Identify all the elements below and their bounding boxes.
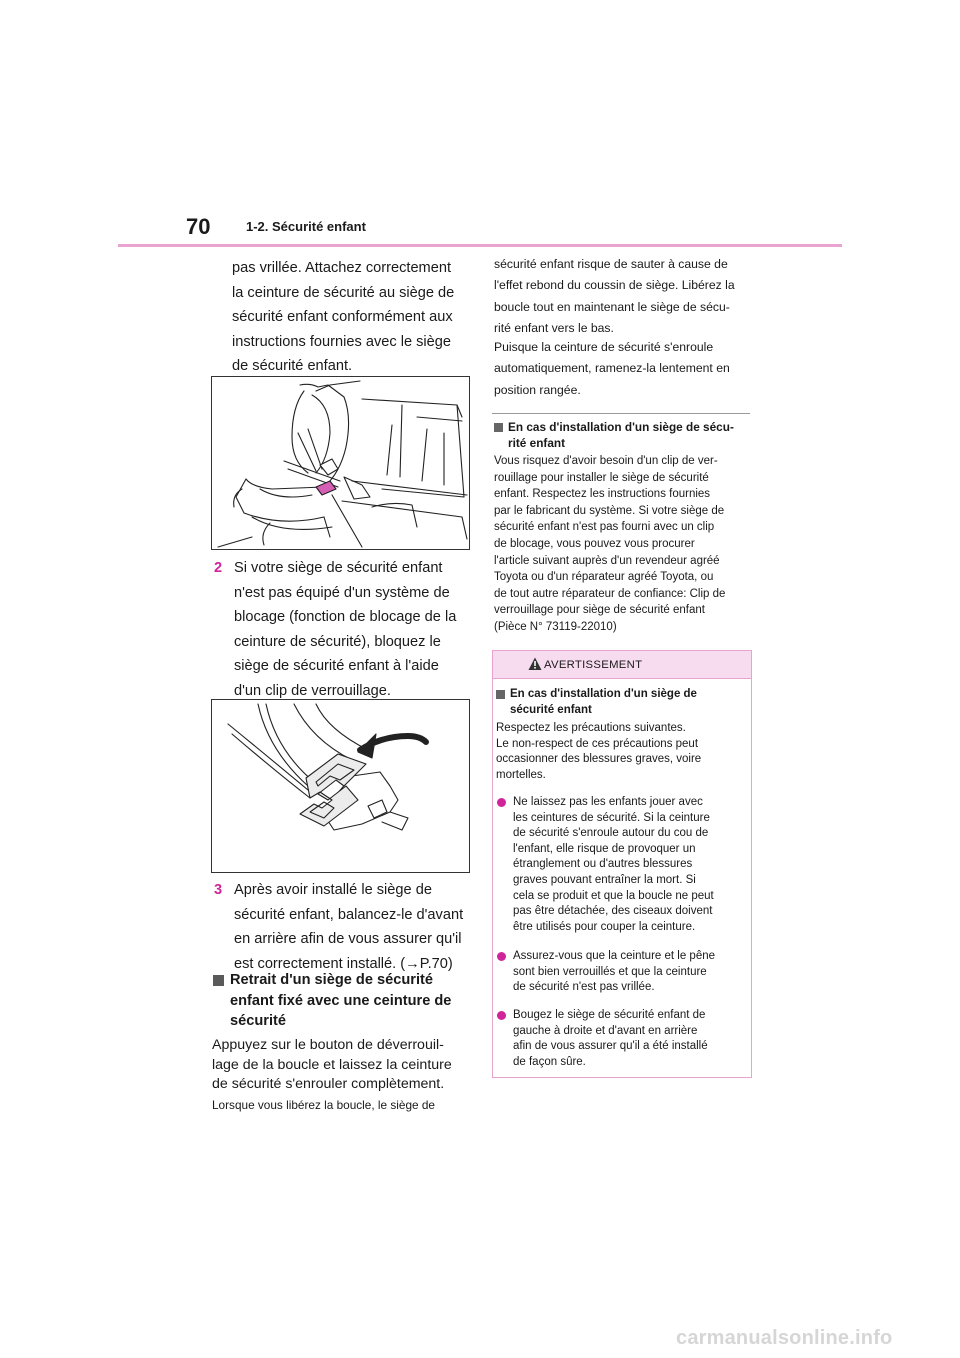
retract-paragraph bbox=[494, 337, 730, 401]
text-line: boucle tout en maintenant le siège de sécu- bbox=[494, 299, 730, 314]
warning-triangle-icon bbox=[528, 657, 542, 671]
text-line: sécurité enfant risque de sauter à cause de bbox=[494, 257, 728, 271]
text-line: de sécurité n'est pas vrillée. bbox=[513, 981, 655, 994]
text-line: de blocage, vous pouvez vous procurer bbox=[494, 537, 695, 550]
text-line: de sécurité enfant. bbox=[232, 358, 353, 374]
text-line: Puisque la ceinture de sécurité s'enroule bbox=[494, 340, 714, 354]
square-bullet-icon bbox=[494, 423, 503, 432]
watermark: carmanualsonline.info bbox=[676, 1327, 893, 1349]
text-line: rité enfant vers le bas. bbox=[494, 321, 614, 336]
square-bullet-icon bbox=[213, 975, 224, 986]
text-line: n'est pas équipé d'un système de bbox=[234, 584, 450, 601]
intro-paragraph bbox=[232, 256, 454, 379]
warning-box bbox=[492, 650, 752, 1078]
text-line: l'effet rebond du coussin de siège. Libérez la bbox=[494, 278, 735, 293]
warning-bullet-2 bbox=[496, 949, 715, 996]
page-number: 70 bbox=[186, 214, 211, 239]
clip-paragraph bbox=[494, 453, 750, 636]
section-separator bbox=[492, 413, 750, 414]
text-line: sécurité enfant n'est pas fourni avec un clip bbox=[494, 521, 715, 534]
text-line: la ceinture de sécurité au siège de bbox=[232, 284, 455, 301]
removal-paragraph bbox=[212, 1036, 452, 1095]
text-line: Ne laissez pas les enfants jouer avec bbox=[513, 796, 703, 808]
child-seat-illustration bbox=[211, 376, 470, 550]
text-line: sont bien verrouillés et que la ceinture bbox=[513, 965, 707, 978]
text-line: afin de vous assurer qu'il a été installé bbox=[513, 1040, 708, 1053]
header-rule bbox=[118, 244, 842, 247]
text-line: l'enfant, elle risque de provoquer un bbox=[513, 842, 696, 855]
round-bullet-icon bbox=[497, 952, 506, 961]
text-line: blocage (fonction de blocage de la bbox=[234, 609, 457, 625]
text-line: pas vrillée. Attachez correctement bbox=[232, 260, 452, 276]
heading-line: En cas d'installation d'un siège de bbox=[510, 688, 697, 700]
text-line: rouillage pour installer le siège de sécurité bbox=[494, 471, 709, 484]
text-line: lage de la boucle et laissez la ceinture bbox=[212, 1056, 452, 1073]
text-line: être utilisés pour couper la ceinture. bbox=[513, 920, 696, 933]
text-line: cela se produit et que la boucle ne peut bbox=[513, 889, 714, 902]
heading-line: enfant fixé avec une ceinture de bbox=[230, 992, 452, 1009]
round-bullet-icon bbox=[497, 798, 506, 807]
text-line: siège de sécurité enfant à l'aide bbox=[234, 658, 439, 674]
text-line: Si votre siège de sécurité enfant bbox=[234, 560, 443, 576]
text-line: gauche à droite et d'avant en arrière bbox=[513, 1024, 698, 1037]
text-line: de sécurité s'enroule autour du cou de bbox=[513, 827, 709, 840]
text-line: Appuyez sur le bouton de déverrouil- bbox=[212, 1037, 444, 1053]
text-line: Respectez les précautions suivantes. bbox=[496, 722, 686, 734]
text-line: Bougez le siège de sécurité enfant de bbox=[513, 1009, 706, 1021]
text-line: les ceintures de sécurité. Si la ceinture bbox=[513, 811, 710, 824]
text-line: de tout autre réparateur de confiance: Clip de bbox=[494, 587, 726, 600]
text-line: l'article suivant auprès d'un revendeur agréé bbox=[494, 554, 720, 567]
step-2 bbox=[214, 556, 456, 703]
step-number: 3 bbox=[214, 882, 223, 898]
text-line: sécurité enfant conformément aux bbox=[232, 309, 453, 325]
warning-heading bbox=[496, 687, 697, 718]
warning-header bbox=[493, 651, 751, 679]
continuation-paragraph bbox=[494, 254, 735, 340]
text-line: par le fabricant du système. Si votre siège de bbox=[494, 504, 725, 517]
step-3 bbox=[214, 878, 463, 976]
text-line: position rangée. bbox=[494, 382, 581, 397]
text-line: Toyota ou d'un réparateur agréé Toyota, ou bbox=[494, 571, 714, 584]
text-line: enfant. Respectez les instructions fournies bbox=[494, 488, 711, 501]
child-seat-drawing bbox=[212, 377, 469, 549]
text-line: Le non-respect de ces précautions peut bbox=[496, 737, 699, 750]
text-line: ceinture de sécurité), bloquez le bbox=[234, 633, 441, 650]
text-line: verrouillage pour siège de sécurité enfant bbox=[494, 604, 705, 617]
heading-line: sécurité enfant bbox=[510, 703, 592, 716]
text-line: Après avoir installé le siège de bbox=[234, 882, 432, 898]
text-line: sécurité enfant, balancez-le d'avant bbox=[234, 906, 464, 923]
text-line: (Pièce N° 73119-22010) bbox=[494, 620, 617, 633]
text-line: instructions fournies avec le siège bbox=[232, 333, 452, 350]
text-line: Assurez-vous que la ceinture et le pêne bbox=[513, 950, 716, 962]
text-line: étranglement ou d'autres blessures bbox=[513, 858, 693, 871]
warning-bullet-1 bbox=[496, 795, 714, 935]
heading-line: sécurité bbox=[230, 1013, 286, 1029]
clip-heading bbox=[494, 420, 734, 451]
removal-heading bbox=[212, 970, 451, 1032]
step-number: 2 bbox=[214, 560, 223, 576]
removal-note: Lorsque vous libérez la boucle, le siège de bbox=[212, 1098, 435, 1112]
round-bullet-icon bbox=[497, 1011, 506, 1020]
text-line: de sécurité s'enrouler complètement. bbox=[212, 1076, 445, 1093]
heading-line: Retrait d'un siège de sécurité bbox=[230, 972, 433, 988]
text-line: automatiquement, ramenez-la lentement en bbox=[494, 361, 730, 376]
text-line: est correctement installé. (→P.70) bbox=[234, 955, 453, 972]
text-line: d'un clip de verrouillage. bbox=[234, 682, 391, 699]
square-bullet-icon bbox=[496, 690, 505, 699]
text-line: graves pouvant entraîner la mort. Si bbox=[513, 873, 696, 886]
locking-clip-drawing bbox=[212, 700, 469, 872]
text-line: de façon sûre. bbox=[513, 1055, 586, 1068]
locking-clip-illustration bbox=[211, 699, 470, 873]
text-line: en arrière afin de vous assurer qu'il bbox=[234, 931, 462, 947]
heading-line: rité enfant bbox=[508, 435, 566, 450]
warning-title: AVERTISSEMENT bbox=[544, 659, 643, 671]
text-line: occasionner des blessures graves, voire bbox=[496, 753, 702, 766]
text-line: Vous risquez d'avoir besoin d'un clip de ver- bbox=[494, 455, 718, 467]
warning-intro bbox=[496, 721, 701, 783]
heading-line: En cas d'installation d'un siège de sécu- bbox=[508, 420, 734, 434]
text-line: mortelles. bbox=[496, 768, 546, 781]
warning-bullet-3 bbox=[496, 1008, 708, 1070]
text-line: pas être détachée, des ciseaux doivent bbox=[513, 905, 713, 918]
section-title: 1-2. Sécurité enfant bbox=[246, 219, 366, 234]
